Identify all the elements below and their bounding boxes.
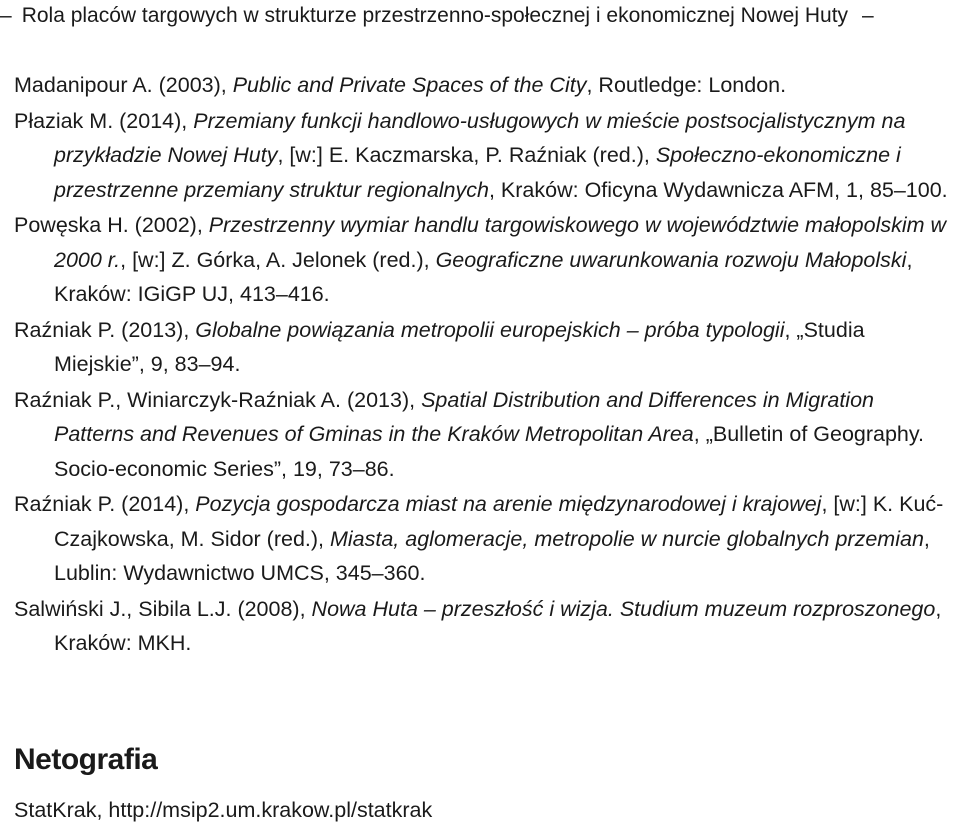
running-header <box>0 2 960 30</box>
bibliography-entry <box>14 313 950 382</box>
entry-book-title: Miasta, aglomeracje, metropolie w nurcie globalnych przemian <box>329 526 924 551</box>
entry-book-title: Społeczno-ekonomiczne i przestrzenne przemiany struktur regionalnych <box>54 143 901 202</box>
entry-author: Raźniak P. (2013), <box>14 317 196 342</box>
entry-author: Płaziak M. (2014), <box>14 108 194 133</box>
bibliography-entry <box>14 592 950 661</box>
header-dash-left: – <box>0 4 12 27</box>
entry-title: Pozycja gospodarcza miast na arenie międzynarodowej i krajowej <box>195 492 822 516</box>
entry-author: Powęska H. (2002), <box>14 213 209 237</box>
entry-title: Spatial Distribution and Differences in Migration Patterns and Revenues of Gminas in the Kraków Metropolitan Area <box>54 387 874 446</box>
entry-author: Salwiński J., Sibila L.J. (2008), <box>14 596 312 621</box>
entry-title: Globalne powiązania metropolii europejskich – próba typologii <box>195 317 785 342</box>
header-dash-right: – <box>862 4 874 27</box>
bibliography-entry <box>14 208 950 312</box>
header-title: Rola placów targowych w strukturze przestrzenno-społecznej i ekonomicznej Nowej Huty <box>21 4 849 27</box>
entry-title: Nowa Huta – przeszłość i wizja. Studium muzeum rozproszonego <box>311 596 936 621</box>
entry-publication: , Kraków: IGiGP UJ, 413–416. <box>54 247 913 306</box>
entry-editors: , [w:] K. Kuć-Czajkowska, M. Sidor (red.), <box>54 492 944 551</box>
bibliography-entry <box>14 104 950 208</box>
entry-publication: , „Studia Miejskie”, 9, 83–94. <box>54 317 865 376</box>
bibliography-entry <box>14 383 950 487</box>
entry-publication: , Kraków: MKH. <box>54 596 942 655</box>
entry-book-title: Geograficzne uwarunkowania rozwoju Małopolski <box>435 247 907 272</box>
entry-title: Przestrzenny wymiar handlu targowiskowego w województwie małopolskim w 2000 r. <box>54 213 947 272</box>
entry-author: Raźniak P., Winiarczyk-Raźniak A. (2013), <box>14 387 422 412</box>
bibliography-entry <box>14 487 950 591</box>
entry-author: Madanipour A. (2003), <box>14 73 233 97</box>
entry-title: Przemiany funkcji handlowo-usługowych w mieście postsocjalistycznym na przykładzie Nowej Huty <box>54 108 906 167</box>
entry-editors: , [w:] Z. Górka, A. Jelonek (red.), <box>120 247 436 272</box>
entry-publication: , Routledge: London. <box>586 73 787 97</box>
entry-author: Raźniak P. (2014), <box>14 492 196 516</box>
entry-editors: , [w:] E. Kaczmarska, P. Raźniak (red.), <box>277 143 656 167</box>
bibliography-list <box>14 68 950 662</box>
section-heading-netography: Netografia <box>14 743 158 776</box>
netography-entry: StatKrak, http://msip2.um.krakow.pl/statkrak <box>14 798 433 822</box>
entry-publication: , „Bulletin of Geography. Socio-economic Series”, 19, 73–86. <box>54 422 925 481</box>
entry-publication: , Lublin: Wydawnictwo UMCS, 345–360. <box>54 526 930 585</box>
bibliography-entry <box>14 68 950 103</box>
entry-publication: , Kraków: Oficyna Wydawnicza AFM, 1, 85–100. <box>488 177 948 202</box>
entry-title: Public and Private Spaces of the City <box>232 73 587 97</box>
